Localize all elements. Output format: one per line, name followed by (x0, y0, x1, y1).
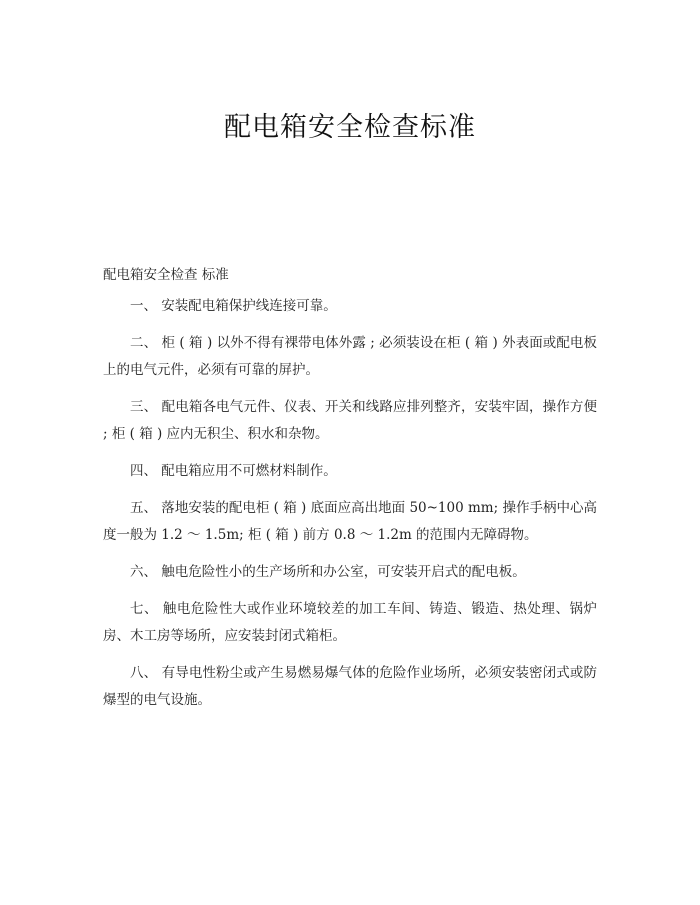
document-title: 配电箱安全检查标准 (224, 112, 476, 143)
item-3: 三、 配电箱各电气元件、仪表、开关和线路应排列整齐，安装牢固，操作方便 ; 柜 ( 箱 ) 应内无积尘、积水和杂物。 (103, 399, 597, 442)
item-8: 八、 有导电性粉尘或产生易燃易爆气体的危险作业场所，必须安装密闭式或防爆型的电气设施。 (103, 665, 597, 708)
item-4: 四、 配电箱应用不可燃材料制作。 (130, 463, 337, 479)
item-6: 六、 触电危险性小的生产场所和办公室，可安装开启式的配电板。 (130, 564, 526, 580)
item-7: 七、 触电危险性大或作业环境较差的加工车间、铸造、锻造、热处理、锅炉房、木工房等场所，应安装封闭式箱柜。 (103, 601, 597, 644)
document-body (103, 262, 597, 724)
item-2: 二、 柜 ( 箱 ) 以外不得有裸带电体外露 ; 必须装设在柜 ( 箱 ) 外表面或配电板上的电气元件，必须有可靠的屏护。 (103, 335, 597, 378)
item-5: 五、 落地安装的配电柜 ( 箱 ) 底面应高出地面 50~100 mm; 操作手柄中心高度一般为 1.2 ～ 1.5m; 柜 ( 箱 ) 前方 0.8 ～ 1.2m 的范围内无障碍物。 (103, 500, 597, 543)
document-subtitle: 配电箱安全检查 标准 (103, 267, 229, 283)
item-1: 一、 安装配电箱保护线连接可靠。 (130, 298, 337, 314)
